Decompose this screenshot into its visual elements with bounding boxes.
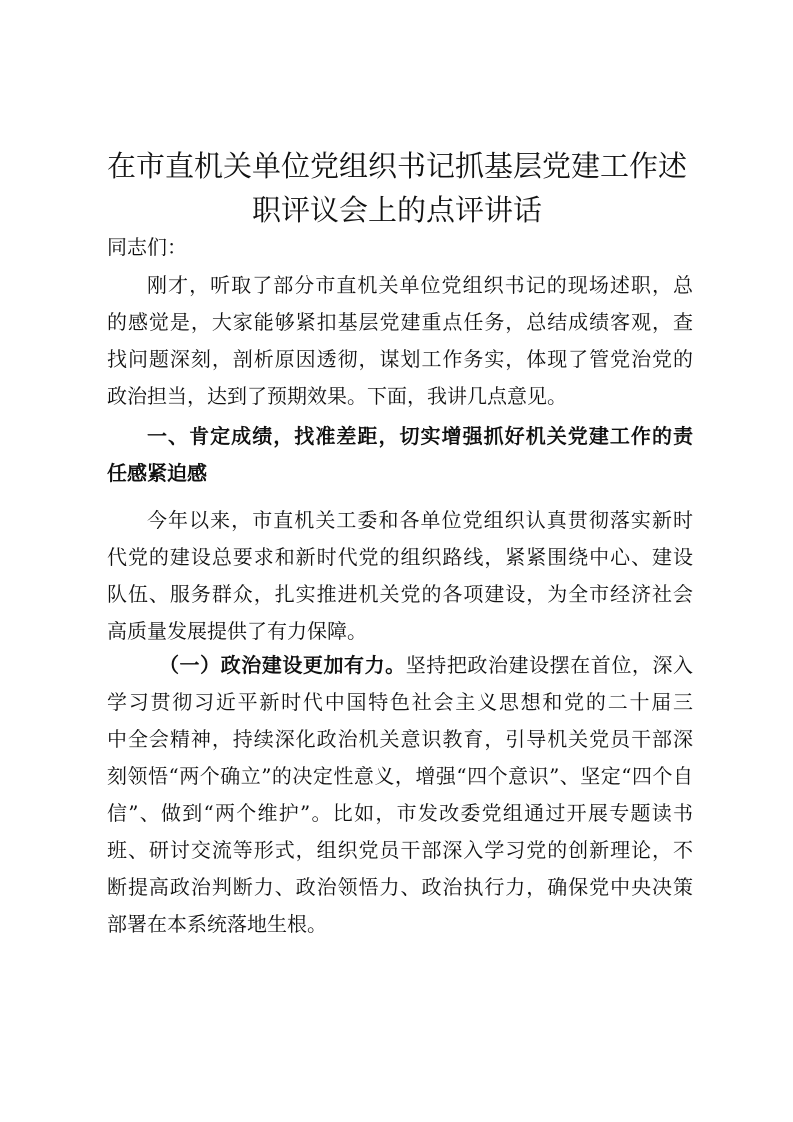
paragraph-line: 刚才，听取了部分市直机关单位党组织书记的现场述职，总	[147, 273, 693, 297]
paragraph-2	[107, 502, 693, 650]
heading-line: 一、肯定成绩，找准差距，切实增强抓好机关党建工作的责	[147, 424, 693, 448]
paragraph-line: 刻领悟“两个确立”的决定性意义，增强“四个意识”、坚定“四个自	[107, 764, 693, 788]
paragraph-line-rest: 坚持把政治建设摆在首位，深入	[405, 653, 694, 677]
salutation-text: 同志们：	[107, 235, 187, 259]
paragraph-line: 的感觉是，大家能够紧扣基层党建重点任务，总结成绩客观，查	[107, 310, 693, 334]
paragraph-line-first	[107, 647, 693, 684]
paragraph-line: 政治担当，达到了预期效果。下面，我讲几点意见。	[107, 384, 567, 408]
heading-line: 任感紧迫感	[107, 461, 207, 485]
document-title-line-1: 在市直机关单位党组织书记抓基层党建工作述	[106, 149, 687, 183]
paragraph-line: 队伍、服务群众，扎实推进机关党的各项建设，为全市经济社会	[107, 582, 693, 606]
document-title-line-2: 职评议会上的点评讲话	[251, 193, 542, 227]
salutation	[107, 229, 693, 266]
subheading-lead: （一）政治建设更加有力。	[159, 653, 406, 677]
paragraph-line: 代党的建设总要求和新时代党的组织路线，紧紧围绕中心、建设	[107, 545, 693, 569]
paragraph-line: 信”、做到“两个维护”。比如，市发改委党组通过开展专题读书	[107, 801, 693, 825]
paragraph-3	[107, 647, 693, 943]
paragraph-line: 高质量发展提供了有力保障。	[107, 619, 367, 643]
paragraph-line: 部署在本系统落地生根。	[107, 912, 327, 936]
paragraph-line: 今年以来，市直机关工委和各单位党组织认真贯彻落实新时	[147, 508, 693, 532]
paragraph-line: 学习贯彻习近平新时代中国特色社会主义思想和党的二十届三	[107, 690, 693, 714]
paragraph-line: 中全会精神，持续深化政治机关意识教育，引导机关党员干部深	[107, 727, 693, 751]
paragraph-1	[107, 267, 693, 415]
paragraph-line: 断提高政治判断力、政治领悟力、政治执行力，确保党中央决策	[107, 875, 693, 899]
paragraph-line: 找问题深刻，剖析原因透彻，谋划工作务实，体现了管党治党的	[107, 347, 693, 371]
section-heading-1	[107, 418, 693, 492]
paragraph-line: 班、研讨交流等形式，组织党员干部深入学习党的创新理论，不	[107, 838, 693, 862]
